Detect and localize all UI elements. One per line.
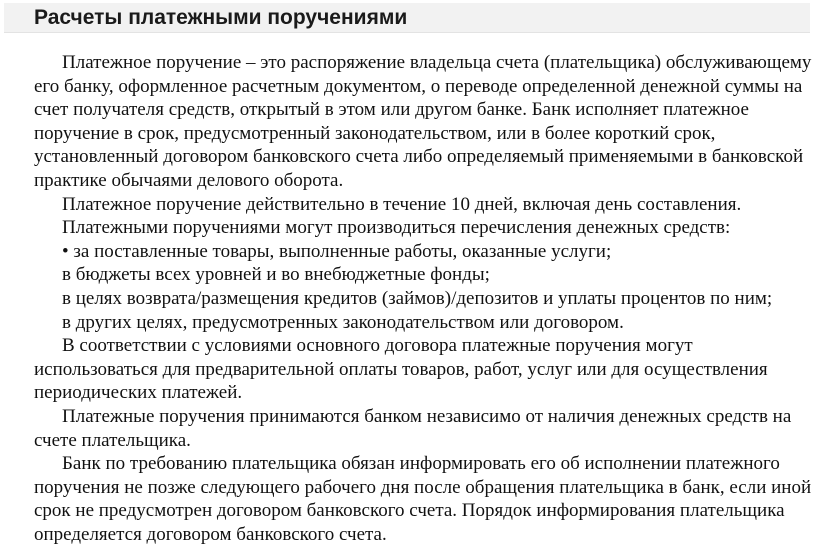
body-text <box>34 51 814 546</box>
list-item: в целях возврата/размещения кредитов (займов)/депозитов и уплаты процентов по ним; <box>62 287 773 309</box>
paragraph-prepayment: В соответствии с условиями основного договора платежные поручения могут использоваться для предварительной оплаты товаров, работ, услуг или для осуществления периодических платежей. <box>34 335 768 404</box>
paragraph-notification: Банк по требованию плательщика обязан информировать его об исполнении платежного поручения не позже следующего рабочего дня после обращения плательщика в банк, если иной срок не предусмотрен договором банковского счета. Порядок информирования плательщика определяется договором банковского счета. <box>34 453 812 545</box>
list-item: в бюджеты всех уровней и во внебюджетные фонды; <box>62 264 490 286</box>
paragraph-acceptance: Платежные поручения принимаются банком независимо от наличия денежных средств на счете плательщика. <box>34 405 792 451</box>
title-bar <box>4 3 810 33</box>
paragraph-validity: Платежное поручение действительно в течение 10 дней, включая день составления. <box>62 193 742 215</box>
paragraph-transfers-intro: Платежными поручениями могут производиться перечисления денежных средств: <box>62 217 731 239</box>
list-item: в других целях, предусмотренных законодательством или договором. <box>62 311 624 333</box>
list-item: • за поставленные товары, выполненные работы, оказанные услуги; <box>62 240 612 262</box>
page-title: Расчеты платежными поручениями <box>34 6 408 29</box>
paragraph-definition: Платежное поручение – это распоряжение владельца счета (плательщика) обслуживающему его банку, оформленное расчетным документом, о переводе определенной денежной суммы на счет получателя средств, открытый в этом или другом банке. Банк исполняет платежное поручение в срок, предусмотренный законодательством, или в более короткий срок, установленный договором банковского счета либо определяемый применяемыми в банковской практике обычаями делового оборота. <box>34 52 812 191</box>
